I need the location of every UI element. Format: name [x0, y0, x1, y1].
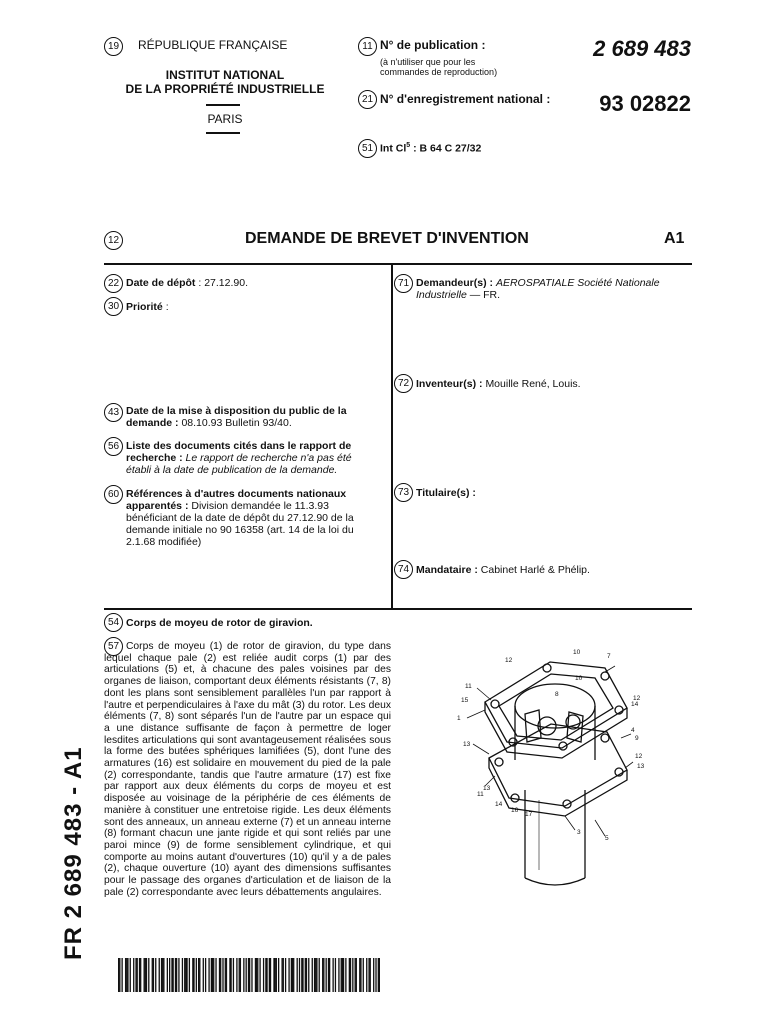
header-rule-bottom — [206, 132, 240, 134]
cited-docs-line-3: établi à la date de publication de la demande. — [126, 464, 338, 476]
barcode-bar — [249, 958, 250, 992]
barcode-bar — [213, 958, 214, 992]
barcode-bar — [291, 958, 292, 992]
hub-drawing — [455, 640, 655, 900]
barcode-bar — [322, 958, 323, 992]
invention-title: Corps de moyeu de rotor de giravion. — [126, 617, 313, 629]
barcode-bar — [316, 958, 317, 992]
barcode-bar — [375, 958, 376, 992]
publication-note-1: (à n'utiliser que pour les — [380, 57, 476, 67]
abstract-text — [104, 641, 391, 898]
inid-code-11: 11 — [358, 37, 377, 56]
availability-date — [126, 405, 388, 429]
barcode-bar — [278, 958, 279, 992]
barcode-bar — [171, 958, 172, 992]
barcode-bar — [203, 958, 204, 992]
related-docs-label: apparentés : — [126, 500, 189, 512]
barcode-bar — [338, 958, 339, 992]
barcode-bar — [360, 958, 361, 992]
availability-line-2 — [126, 417, 388, 429]
barcode-bar — [292, 958, 293, 992]
barcode-bar — [326, 958, 327, 992]
barcode-bar — [236, 958, 237, 992]
barcode-bar — [288, 958, 289, 992]
barcode-bar — [366, 958, 367, 992]
bolt-hole — [491, 700, 499, 708]
drawing-label: 12 — [505, 657, 513, 664]
bolt-hole — [601, 734, 609, 742]
barcode-bar — [301, 958, 302, 992]
barcode-bar — [189, 958, 190, 992]
drawing-label: 14 — [631, 701, 639, 708]
barcode-bar — [312, 958, 313, 992]
barcode-bar — [163, 958, 164, 992]
bolt-hole — [601, 672, 609, 680]
barcode-bar — [356, 958, 357, 992]
upper-ring-thickness — [485, 702, 627, 758]
agent-value: Cabinet Harlé & Phélip. — [480, 564, 590, 576]
barcode-bar — [373, 958, 374, 992]
barcode-bar — [265, 958, 266, 992]
drawing-label: 5 — [605, 835, 609, 842]
barcode-bar — [349, 958, 350, 992]
int-cl-value: : B 64 C 27/32 — [413, 142, 482, 155]
barcode-bar — [255, 958, 256, 992]
barcode-bar — [323, 958, 324, 992]
barcode-bar — [153, 958, 154, 992]
barcode-bar — [139, 958, 140, 992]
barcode-bars — [118, 958, 380, 992]
inid-code-56: 56 — [104, 437, 123, 456]
barcode-bar — [199, 958, 200, 992]
barcode-bar — [319, 958, 320, 992]
filing-date — [126, 277, 248, 289]
barcode-bar — [259, 958, 260, 992]
barcode-bar — [161, 958, 162, 992]
barcode-bar — [220, 958, 221, 992]
barcode-bar — [146, 958, 147, 992]
barcode-bar — [127, 958, 128, 992]
inid-code-54: 54 — [104, 613, 123, 632]
priority-value: : — [165, 301, 169, 313]
drawing-label: 13 — [637, 763, 645, 770]
inid-code-57: 57 — [104, 637, 123, 656]
inid-code-43: 43 — [104, 403, 123, 422]
barcode-bar — [130, 958, 131, 992]
side-publication-mark: FR 2 689 483 - A1 — [60, 746, 87, 960]
availability-label: demande : — [126, 417, 179, 429]
title-rule — [104, 263, 692, 265]
barcode-bar — [363, 958, 364, 992]
header-rule-top — [206, 104, 240, 106]
barcode-bar — [182, 958, 183, 992]
cited-docs-label: recherche : — [126, 452, 183, 464]
applicant-name: AEROSPATIALE Société Nationale — [495, 277, 660, 289]
filing-date-label: Date de dépôt — [126, 277, 196, 289]
priority — [126, 301, 169, 313]
related-documents — [126, 488, 388, 548]
barcode-bar — [276, 958, 277, 992]
drawing-label: 7 — [607, 653, 611, 660]
barcode-bar — [285, 958, 286, 992]
barcode-bar — [159, 958, 160, 992]
inid-code-51: 51 — [358, 139, 377, 158]
inid-code-12: 12 — [104, 231, 123, 250]
inventor-label: Inventeur(s) : — [416, 378, 483, 390]
mast-bottom — [525, 878, 585, 885]
barcode-bar — [175, 958, 176, 992]
cited-docs-line-1: Liste des documents cités dans le rapport de — [126, 440, 352, 452]
drawing-label: 13 — [463, 741, 471, 748]
barcode — [118, 958, 380, 992]
barcode-bar — [155, 958, 156, 992]
drawing-label: 15 — [461, 697, 469, 704]
inid-code-22: 22 — [104, 274, 123, 293]
barcode-bar — [248, 958, 249, 992]
barcode-bar — [352, 958, 353, 992]
inventor-value: Mouille René, Louis. — [485, 378, 581, 390]
barcode-bar — [343, 958, 344, 992]
barcode-bar — [342, 958, 343, 992]
institute-line-2: DE LA PROPRIÉTÉ INDUSTRIELLE — [125, 82, 325, 96]
applicant-line-2 — [416, 289, 696, 301]
barcode-bar — [379, 958, 380, 992]
barcode-bar — [185, 958, 186, 992]
drawing-label: 13 — [483, 785, 491, 792]
barcode-bar — [178, 958, 179, 992]
lower-ring-thickness — [489, 758, 627, 816]
barcode-bar — [293, 958, 294, 992]
barcode-bar — [186, 958, 187, 992]
inid-code-71: 71 — [394, 274, 413, 293]
inventor — [416, 378, 581, 390]
institute-line-1: INSTITUT NATIONAL — [165, 68, 285, 82]
barcode-bar — [211, 958, 212, 992]
inid-code-60: 60 — [104, 485, 123, 504]
applicant-country: — FR. — [469, 289, 501, 301]
bolt-hole — [495, 758, 503, 766]
barcode-bar — [314, 958, 315, 992]
barcode-bar — [335, 958, 336, 992]
barcode-bar — [350, 958, 351, 992]
barcode-bar — [263, 958, 264, 992]
related-docs-line-2 — [126, 500, 388, 512]
barcode-bar — [315, 958, 316, 992]
barcode-bar — [332, 958, 333, 992]
barcode-bar — [359, 958, 360, 992]
barcode-bar — [222, 958, 223, 992]
barcode-bar — [119, 958, 120, 992]
barcode-bar — [243, 958, 244, 992]
barcode-bar — [118, 958, 119, 992]
agent — [416, 564, 590, 576]
registration-label: N° d'enregistrement national : — [380, 92, 551, 106]
barcode-bar — [246, 958, 247, 992]
barcode-bar — [270, 958, 271, 992]
barcode-bar — [283, 958, 284, 992]
related-docs-value: Division demandée le 11.3.93 — [191, 500, 329, 512]
barcode-bar — [212, 958, 213, 992]
barcode-bar — [306, 958, 307, 992]
barcode-bar — [370, 958, 371, 992]
inid-code-21: 21 — [358, 90, 377, 109]
drawing-label: 16 — [511, 807, 519, 814]
drawing-label: 8 — [555, 691, 559, 698]
inid-code-72: 72 — [394, 374, 413, 393]
applicant-name-cont: Industrielle — [416, 289, 467, 301]
barcode-bar — [133, 958, 134, 992]
barcode-bar — [169, 958, 170, 992]
cited-documents — [126, 440, 388, 476]
drawing-label: 12 — [633, 695, 641, 702]
barcode-bar — [256, 958, 257, 992]
country-name: RÉPUBLIQUE FRANÇAISE — [138, 38, 288, 52]
bolt-hole — [543, 664, 551, 672]
barcode-bar — [225, 958, 226, 992]
barcode-bar — [275, 958, 276, 992]
barcode-bar — [135, 958, 136, 992]
registration-number: 93 02822 — [599, 91, 691, 116]
barcode-bar — [226, 958, 227, 992]
barcode-bar — [230, 958, 231, 992]
barcode-bar — [167, 958, 168, 992]
barcode-bar — [193, 958, 194, 992]
barcode-bar — [273, 958, 274, 992]
barcode-bar — [152, 958, 153, 992]
barcode-bar — [240, 958, 241, 992]
barcode-bar — [215, 958, 216, 992]
barcode-bar — [305, 958, 306, 992]
barcode-bar — [302, 958, 303, 992]
holder-label: Titulaire(s) : — [416, 487, 476, 499]
barcode-bar — [144, 958, 145, 992]
barcode-bar — [266, 958, 267, 992]
barcode-bar — [328, 958, 329, 992]
barcode-bar — [208, 958, 209, 992]
inid-code-30: 30 — [104, 297, 123, 316]
drawing-label: 3 — [577, 829, 581, 836]
availability-value: 08.10.93 Bulletin 93/40. — [181, 417, 292, 429]
drawing-label: 9 — [635, 735, 639, 742]
barcode-bar — [184, 958, 185, 992]
barcode-bar — [172, 958, 173, 992]
barcode-bar — [176, 958, 177, 992]
drawing-label: 17 — [525, 811, 533, 818]
int-cl-label: Int Cl — [380, 142, 407, 155]
biblio-bottom-rule — [104, 608, 692, 610]
abstract-body: Corps de moyeu (1) de rotor de giravion, du type dans lequel chaque pale (2) est reliée audit corps (1) par des articulations (5) et, à chacune des pales voisines par des organes de liaison, comportant deux éléments résistants (7, 8) dont les plans sont sensiblement parallèles l'un par rapport à l'autre et perpendiculaires à l'axe du mât (3) du rotor. Les deux éléments (7, 8) sont séparés l'un de l'autre par un espace qui a une distance suffisante de façon à permettre de loger lesdites articulations qui sont avantageusement réalisées sous la forme des butées sphériques lamifiées (5), dont l'une des armatures (16) est solidaire en mouvement du pied de la pale (2) correspondante, tandis que l'autre armature (17) est fixe par rapport aux deux éléments du corps de moyeu et est disposée au voisinage de la périphérie de ces éléments de manière à constituer une entretoise rigide. Les deux éléments sont des anneaux, un anneau externe (7) et un anneau interne (8) formant chacun une jante rigide et qui sont reliés par une paroi mince (9) de forme sensiblement cylindrique, et qui comporte au moins autant d'ouvertures (10) qu'il y a de pales (2), chaque ouverture (10) ayant des dimensions suffisantes pour le passage des organes d'articulation et de liaison de la pale (2) correspondante avec leurs débattements angulaires. — [104, 641, 391, 898]
drawing-label: 1 — [457, 715, 461, 722]
related-docs-line-3: bénéficiant de la date de dépôt du 27.12.90 de la — [126, 512, 354, 524]
column-divider — [391, 264, 393, 608]
office-city: PARIS — [207, 112, 243, 126]
barcode-bar — [257, 958, 258, 992]
inid-code-74: 74 — [394, 560, 413, 579]
barcode-bar — [145, 958, 146, 992]
barcode-bar — [368, 958, 369, 992]
int-cl-classification — [380, 142, 481, 155]
barcode-bar — [251, 958, 252, 992]
applicant — [416, 277, 696, 301]
barcode-bar — [308, 958, 309, 992]
barcode-bar — [345, 958, 346, 992]
publication-number: 2 689 483 — [593, 36, 691, 61]
barcode-bar — [196, 958, 197, 992]
cited-docs-line-2 — [126, 452, 388, 464]
barcode-bar — [121, 958, 122, 992]
barcode-bar — [299, 958, 300, 992]
barcode-bar — [378, 958, 379, 992]
barcode-bar — [233, 958, 234, 992]
lower-ring-outline — [489, 724, 627, 806]
barcode-bar — [355, 958, 356, 992]
drawing-label: 11 — [465, 683, 472, 690]
barcode-bar — [281, 958, 282, 992]
int-cl-edition: 5 — [406, 142, 411, 149]
applicant-line-1 — [416, 277, 696, 289]
drawing-label: 4 — [631, 727, 635, 734]
related-docs-line-4: demande initiale no 90 16358 (art. 14 de la loi du — [126, 524, 354, 536]
priority-label: Priorité — [126, 301, 163, 313]
barcode-bar — [239, 958, 240, 992]
barcode-bar — [126, 958, 127, 992]
barcode-bar — [148, 958, 149, 992]
drawing-label: 11 — [477, 791, 484, 798]
barcode-bar — [297, 958, 298, 992]
related-docs-line-5: 2.1.68 modifiée) — [126, 536, 202, 548]
agent-label: Mandataire : — [416, 564, 478, 576]
barcode-bar — [269, 958, 270, 992]
drawing-labels — [457, 649, 645, 842]
inid-code-73: 73 — [394, 483, 413, 502]
barcode-bar — [329, 958, 330, 992]
bolt-hole — [563, 800, 571, 808]
barcode-bar — [229, 958, 230, 992]
related-docs-line-1: Références à d'autres documents nationaux — [126, 488, 347, 500]
barcode-bar — [341, 958, 342, 992]
barcode-bar — [140, 958, 141, 992]
publication-note-2: commandes de reproduction) — [380, 67, 498, 77]
leader-lines — [467, 666, 633, 836]
drawing-label: 10 — [575, 675, 583, 682]
document-kind: A1 — [664, 230, 685, 247]
publication-label: N° de publication : — [380, 38, 486, 52]
drawing-label: 12 — [635, 753, 643, 760]
cited-docs-value: Le rapport de recherche n'a pas été — [185, 452, 352, 464]
mast-sides — [525, 790, 585, 878]
barcode-bar — [205, 958, 206, 992]
barcode-bar — [192, 958, 193, 992]
applicant-label: Demandeur(s) : — [416, 277, 494, 289]
barcode-bar — [219, 958, 220, 992]
inid-code-19: 19 — [104, 37, 123, 56]
drawing-label: 14 — [495, 801, 503, 808]
drawing-label: 10 — [573, 649, 581, 656]
document-title: DEMANDE DE BREVET D'INVENTION — [245, 230, 529, 247]
barcode-bar — [162, 958, 163, 992]
filing-date-value: : 27.12.90. — [198, 277, 248, 289]
barcode-bar — [125, 958, 126, 992]
availability-line-1: Date de la mise à disposition du public de la — [126, 405, 347, 417]
barcode-bar — [198, 958, 199, 992]
barcode-bar — [137, 958, 138, 992]
